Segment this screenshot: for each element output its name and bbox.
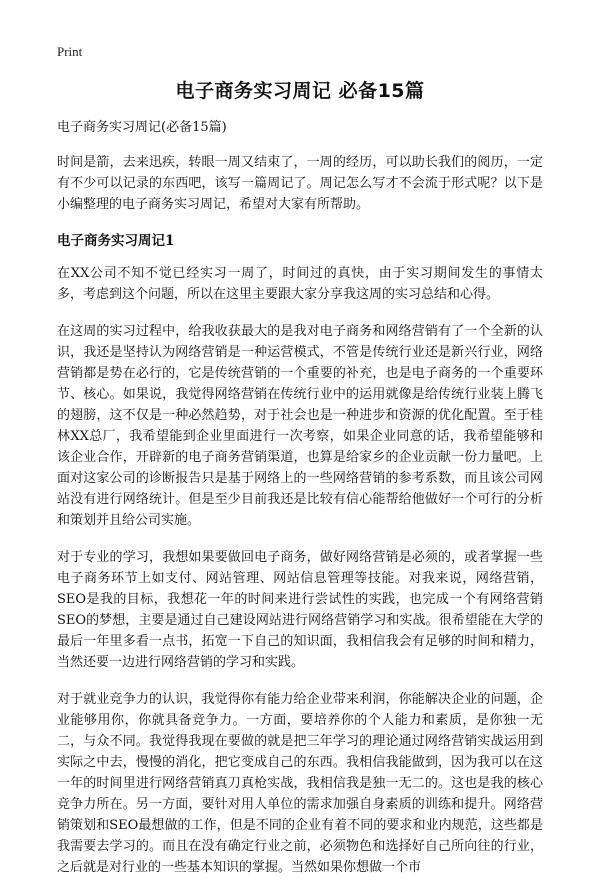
- body-paragraph-2: 在这周的实习过程中，给我收获最大的是我对电子商务和网络营销有了一个全新的认识，我还是坚持认为网络营销是一种运营模式，不管是传统行业还是新兴行业，网络营销都是势在必行的，它是传统营销的一个重要的补充，也是电子商务的一个重要环节、核心。如果说，我觉得网络营销在传统行业中的运用就像是给传统行业装上腾飞的翅膀，这不仅是一种必然趋势，对于社会也是一种进步和资源的优化配置。至于桂林XX总厂，我希望能到企业里面进行一次考察，如果企业同意的话，我希望能够和该企业合作，开辟新的电子商务营销渠道，也算是给家乡的企业贡献一份力量吧。上面对这家公司的诊断报告只是基于网络上的一些网络营销的参考系数，而且该公司网站没有进行网络统计。但是至少目前我还是比较有信心能帮给他做好一个可行的分析和策划并且给公司实施。: [57, 324, 543, 528]
- section-heading: 电子商务实习周记1: [57, 233, 175, 249]
- body-paragraph-1: 在XX公司不知不觉已经实习一周了，时间过的真快，由于实习期间发生的事情太多，考虑到这个问题，所以在这里主要跟大家分享我这周的实习总结和心得。: [57, 266, 543, 302]
- intro-paragraph: 时间是箭，去来迅疾，转眼一周又结束了，一周的经历，可以助长我们的阅历，一定有不少可以记录的东西吧，该写一篇周记了。周记怎么写才不会流于形式呢？以下是小编整理的电子商务实习周记，希望对大家有所帮助。: [57, 155, 543, 212]
- document-body: [57, 118, 543, 894]
- body-paragraph-3: 对于专业的学习，我想如果要做回电子商务，做好网络营销是必须的，或者掌握一些电子商务环节上如支付、网站管理、网站信息管理等技能。对我来说，网络营销，SEO是我的目标，我想花一年的时间来进行尝试性的实践，也完成一个有网络营销SEO的梦想，主要是通过自己建设网站进行网络营销学习和实战。很希望能在大学的最后一年里多看一点书，拓宽一下自己的知识面，我相信我会有足够的时间和精力，当然还要一边进行网络营销的学习和实践。: [57, 550, 543, 670]
- body-paragraph-4: 对于就业竞争力的认识，我觉得你有能力给企业带来利润，你能解决企业的问题，企业能够用你，你就具备竞争力。一方面，要培养你的个人能力和素质，是你独一无二，与众不同。我觉得我现在要做的就是把三年学习的理论通过网络营销实战运用到实际之中去，慢慢的消化，把它变成自己的东西。我相信我能做到，因为我可以在这一年的时间里进行网络营销真刀真枪实战，我相信我是独一无二的。这也是我的核心竞争力所在。另一方面，要针对用人单位的需求加强自身素质的训练和提升。网络营销策划和SEO最想做的工作，但是不同的企业有着不同的要求和业内规范，这些都是我需要去学习的。而且在没有确定行业之前，必须物色和选择好自己所向往的行业，之后就是对行业的一些基本知识的掌握。当然如果你想做一个市: [57, 692, 543, 875]
- page-title: 电子商务实习周记 必备15篇: [175, 80, 425, 102]
- document-subtitle: 电子商务实习周记(必备15篇): [57, 120, 227, 135]
- print-link[interactable]: Print: [57, 44, 83, 59]
